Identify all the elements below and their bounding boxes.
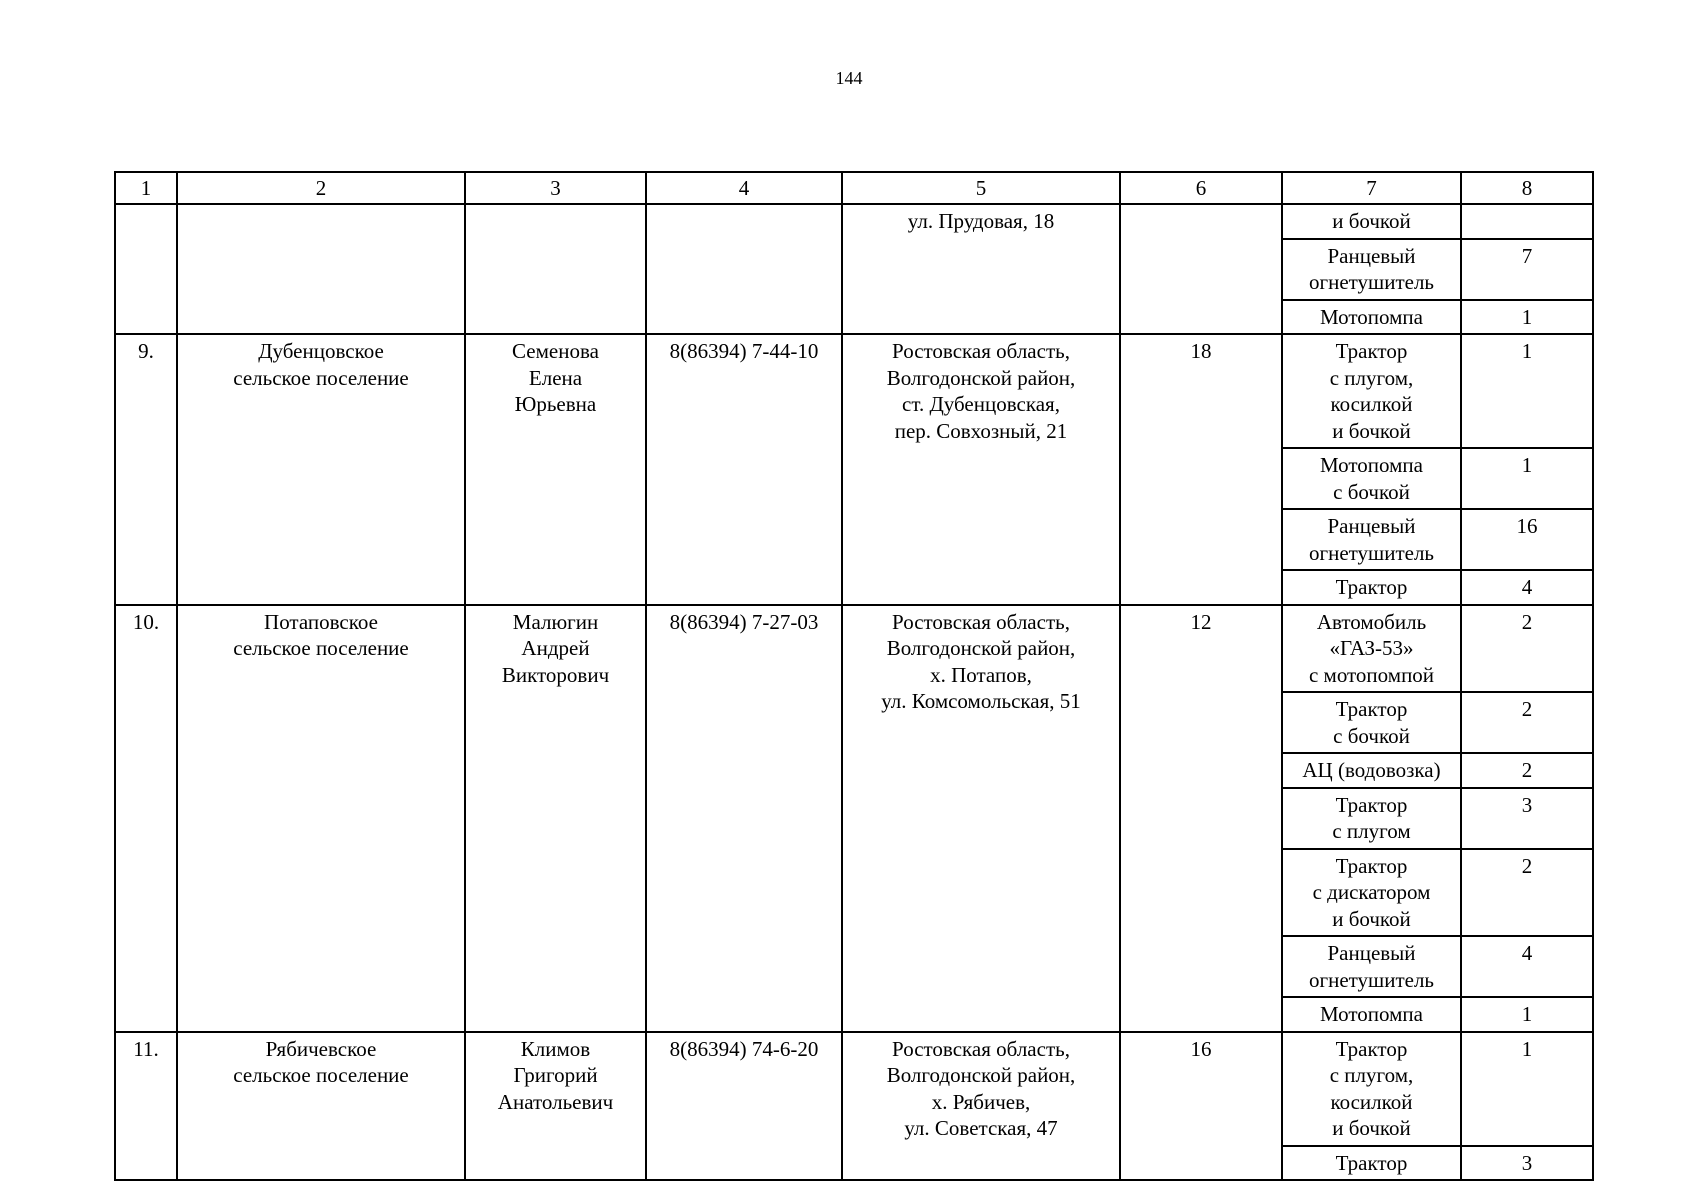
equipment-name: Мотопомпа с бочкой: [1282, 448, 1461, 509]
col6-cell: 16: [1120, 1032, 1282, 1181]
equipment-name: Трактор с дискатором и бочкой: [1282, 849, 1461, 937]
equipment-name: Ранцевый огнетушитель: [1282, 509, 1461, 570]
equipment-name: Мотопомпа: [1282, 997, 1461, 1032]
equipment-count: 4: [1461, 936, 1593, 997]
head-cell: [465, 204, 646, 334]
num-cell: 10.: [115, 605, 177, 1032]
col6-cell: 12: [1120, 605, 1282, 1032]
header-cell: 6: [1120, 172, 1282, 204]
equipment-count: 2: [1461, 753, 1593, 788]
equipment-count: 1: [1461, 997, 1593, 1032]
equipment-count: 1: [1461, 1032, 1593, 1146]
equipment-name: Трактор с плугом, косилкой и бочкой: [1282, 1032, 1461, 1146]
equipment-name: Трактор с плугом: [1282, 788, 1461, 849]
header-cell: 4: [646, 172, 842, 204]
equipment-count: 1: [1461, 448, 1593, 509]
col6-cell: 18: [1120, 334, 1282, 605]
num-cell: 11.: [115, 1032, 177, 1181]
phone-cell: 8(86394) 74-6-20: [646, 1032, 842, 1181]
resource-table: [114, 171, 1594, 1181]
equipment-name: Мотопомпа: [1282, 300, 1461, 335]
head-cell: Климов Григорий Анатольевич: [465, 1032, 646, 1181]
settlement-cell: Рябичевское сельское поселение: [177, 1032, 465, 1181]
table-row: [115, 334, 1593, 448]
header-cell: 7: [1282, 172, 1461, 204]
table-row: [115, 605, 1593, 693]
address-cell: Ростовская область, Волгодонской район, ст. Дубенцовская, пер. Совхозный, 21: [842, 334, 1120, 605]
num-cell: [115, 204, 177, 334]
table-row: [115, 1032, 1593, 1146]
header-cell: 3: [465, 172, 646, 204]
address-cell: Ростовская область, Волгодонской район, х. Рябичев, ул. Советская, 47: [842, 1032, 1120, 1181]
table-row: [115, 204, 1593, 239]
header-row: [115, 172, 1593, 204]
head-cell: Малюгин Андрей Викторович: [465, 605, 646, 1032]
equipment-count: 2: [1461, 605, 1593, 693]
equipment-count: 4: [1461, 570, 1593, 605]
equipment-count: 3: [1461, 1146, 1593, 1181]
equipment-count: 1: [1461, 334, 1593, 448]
equipment-name: Трактор: [1282, 570, 1461, 605]
page-number: 144: [835, 68, 863, 88]
head-cell: Семенова Елена Юрьевна: [465, 334, 646, 605]
settlement-cell: [177, 204, 465, 334]
address-cell: ул. Прудовая, 18: [842, 204, 1120, 334]
equipment-count: 16: [1461, 509, 1593, 570]
settlement-cell: Потаповское сельское поселение: [177, 605, 465, 1032]
phone-cell: 8(86394) 7-27-03: [646, 605, 842, 1032]
equipment-name: Автомобиль «ГАЗ-53» с мотопомпой: [1282, 605, 1461, 693]
equipment-name: и бочкой: [1282, 204, 1461, 239]
equipment-name: АЦ (водовозка): [1282, 753, 1461, 788]
equipment-count: 7: [1461, 239, 1593, 300]
header-cell: 5: [842, 172, 1120, 204]
equipment-count: 2: [1461, 849, 1593, 937]
address-cell: Ростовская область, Волгодонской район, х. Потапов, ул. Комсомольская, 51: [842, 605, 1120, 1032]
equipment-name: Ранцевый огнетушитель: [1282, 239, 1461, 300]
equipment-name: Ранцевый огнетушитель: [1282, 936, 1461, 997]
col6-cell: [1120, 204, 1282, 334]
header-cell: 8: [1461, 172, 1593, 204]
equipment-count: [1461, 204, 1593, 239]
phone-cell: 8(86394) 7-44-10: [646, 334, 842, 605]
header-cell: 2: [177, 172, 465, 204]
settlement-cell: Дубенцовское сельское поселение: [177, 334, 465, 605]
equipment-count: 3: [1461, 788, 1593, 849]
header-cell: 1: [115, 172, 177, 204]
equipment-name: Трактор с бочкой: [1282, 692, 1461, 753]
equipment-name: Трактор: [1282, 1146, 1461, 1181]
equipment-count: 1: [1461, 300, 1593, 335]
num-cell: 9.: [115, 334, 177, 605]
phone-cell: [646, 204, 842, 334]
equipment-count: 2: [1461, 692, 1593, 753]
equipment-name: Трактор с плугом, косилкой и бочкой: [1282, 334, 1461, 448]
